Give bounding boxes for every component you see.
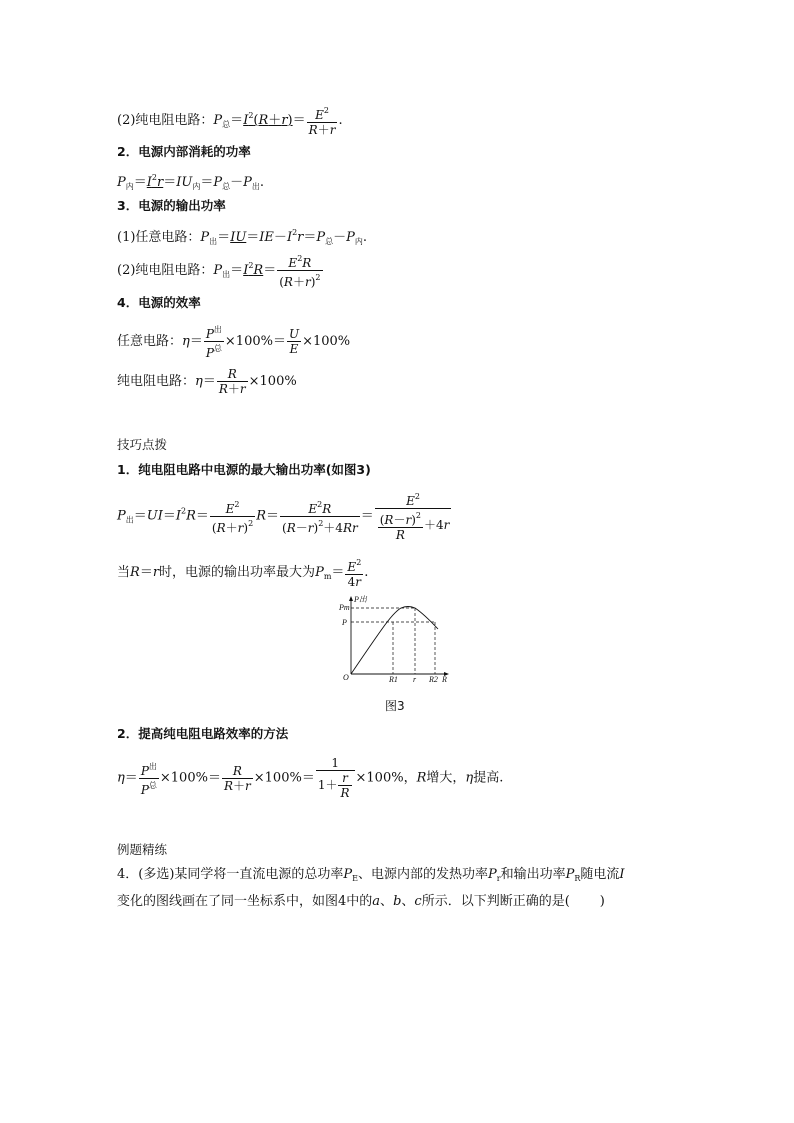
question-4-line-2: 变化的图线画在了同一坐标系中，如图4中的a、b、c所示．以下判断正确的是( )	[117, 894, 605, 909]
tip-1-heading: 1．纯电阻电路中电源的最大输出功率(如图3)	[117, 462, 371, 477]
y-axis-label: P出	[354, 595, 367, 604]
efficiency-pure-circuit: 纯电阻电路：η＝ $\frac{R}{R+r}$ ×100%	[117, 367, 297, 396]
pure-circuit-total-power: (2)纯电阻电路：$P_总=I^2(R+r)=$ $\frac{E^2}{R+r}$ .	[117, 106, 343, 137]
examples-title: 例题精练	[117, 842, 168, 857]
y-axis-arrow	[349, 596, 353, 601]
x-axis-label: R	[442, 675, 447, 683]
internal-power-formula: $P_内=I^2r=IU_内=P_总-P_出$.	[117, 173, 264, 191]
output-power-curve	[351, 607, 438, 675]
max-output-power-derivation: $P_出=UI=I^2R=$ $\frac{E^2}{(R+r)^2}$ R＝ $\frac{E^2R}{(R-r)^2+4Rr}$ ＝ $E^2$ $\frac{(R-r)^2}{R}$ ＋4r	[117, 492, 450, 542]
section-2-heading: 2．电源内部消耗的功率	[117, 144, 251, 159]
output-power-vs-resistance-figure	[338, 595, 450, 683]
efficiency-improvement-formula: η＝ $\frac{P^出}{P^总}$ ×100%＝ $\frac{R}{R+r}$ ×100%＝ 1 1＋ $\frac{r}{R}$ ×100%，R增大，η提高.	[117, 756, 504, 800]
max-output-power-conclusion: 当R＝r时，电源的输出功率最大为$P_m=$ $\frac{E^2}{4r}$ .	[117, 558, 369, 589]
output-power-any-circuit: (1)任意电路：$P_出=IU=IE-I^2r=P_总-P_内$.	[117, 228, 368, 246]
p-label: P	[342, 618, 347, 627]
r1-label: R1	[389, 675, 398, 683]
r-label: r	[413, 675, 417, 683]
efficiency-any-circuit: 任意电路：η＝ $\frac{P^出}{P^总}$ ×100%＝ $\frac{U}{E}$ ×100%	[117, 325, 351, 360]
pm-label: Pm	[339, 603, 350, 612]
tip-2-heading: 2．提高纯电阻电路效率的方法	[117, 726, 289, 741]
section-4-heading: 4．电源的效率	[117, 295, 201, 310]
figure-3-caption: 图3	[385, 699, 405, 713]
output-power-pure-circuit: (2)纯电阻电路：$P_出=I^2R=$ $\frac{E^2R}{(R+r)^2}$	[117, 254, 321, 289]
r2-label: R2	[429, 675, 438, 683]
section-3-heading: 3．电源的输出功率	[117, 198, 226, 213]
question-4-line-1: 4．(多选)某同学将一直流电源的总功率$P_E$、电源内部的发热功率$P_r$和输出功率$P_R$随电流I	[117, 867, 625, 883]
origin-label: O	[343, 673, 349, 682]
tips-title: 技巧点拨	[117, 437, 168, 452]
